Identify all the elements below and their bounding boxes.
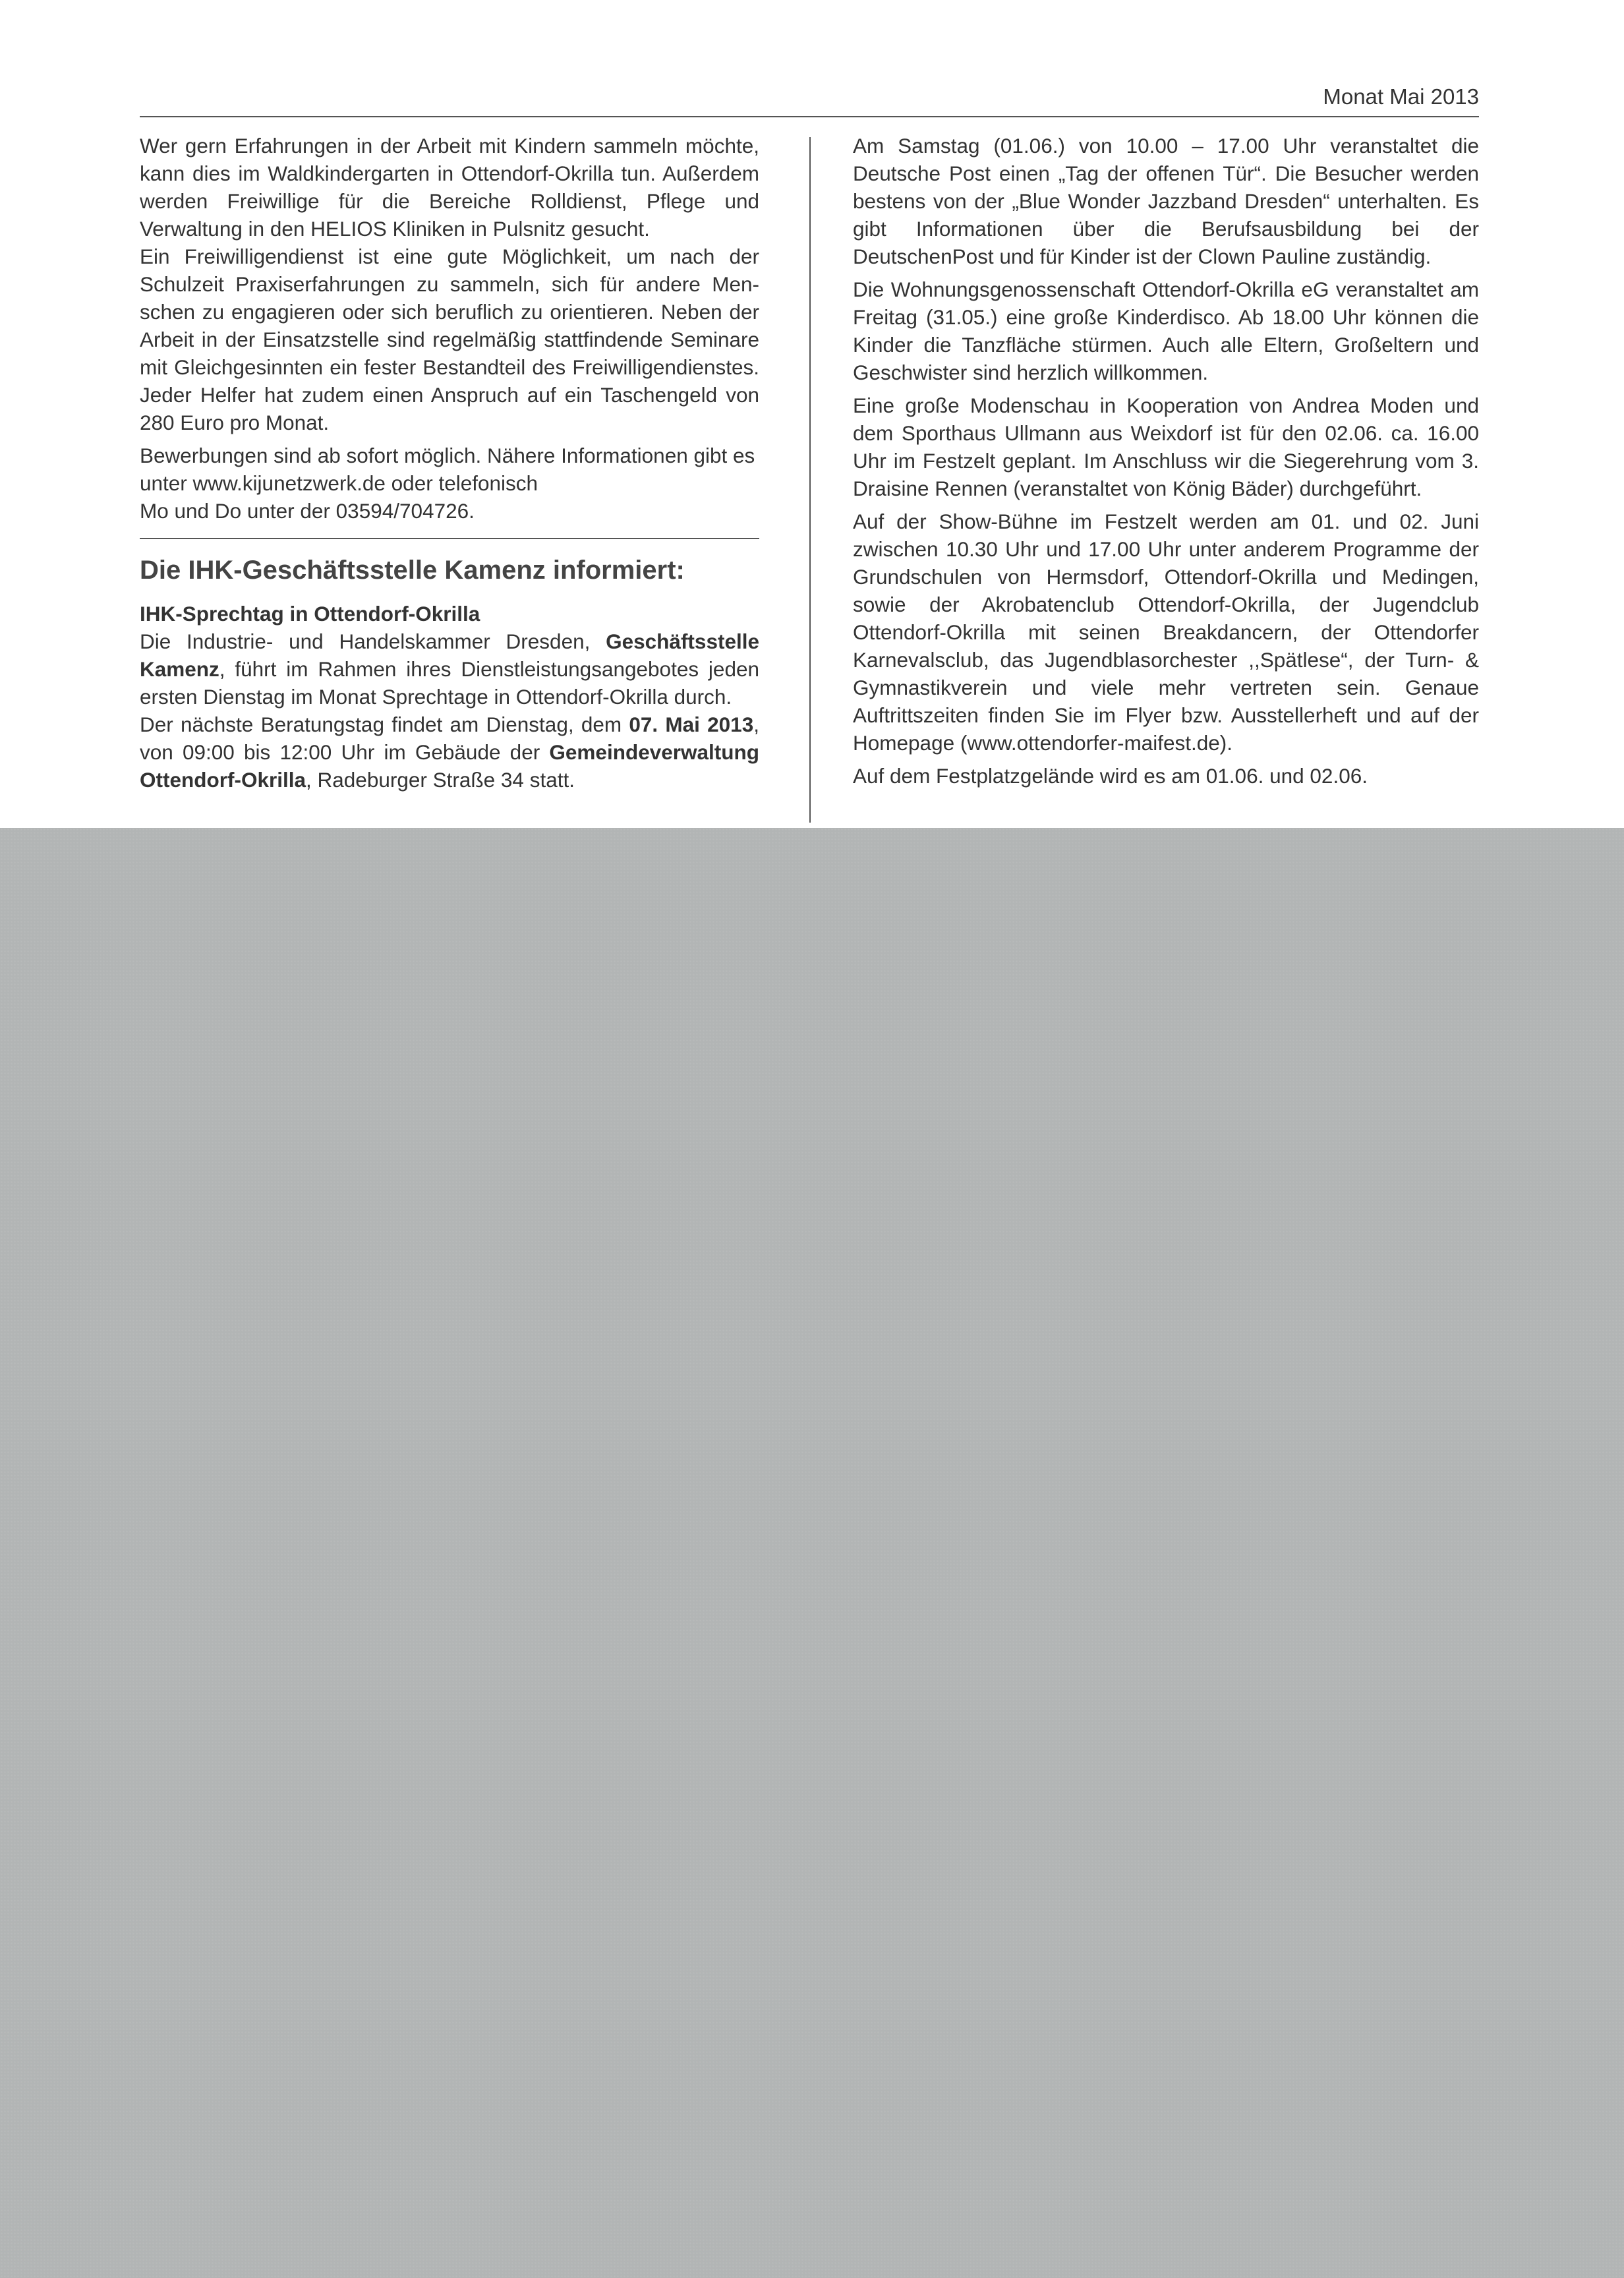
ihk-office-name: Geschäftsstelle Kamenz <box>140 629 759 681</box>
section-rule <box>140 538 759 539</box>
right-column <box>853 132 1479 790</box>
applications-line-1: Bewerbungen sind ab sofort möglich. Nähere Informationen gibt es unter www.kijunetzwerk.de oder telefonisch <box>140 444 755 495</box>
next-date-text-b: , von 09:00 bis 12:00 Uhr im Gebäude der <box>140 713 759 764</box>
ihk-intro-text-a: Die Industrie- und Handelskammer Dresden, <box>140 629 606 653</box>
applications-line-2: Mo und Do unter der 03594/704726. <box>140 499 475 523</box>
paragraph-post-open-day: Am Samstag (01.06.) von 10.00 – 17.00 Uhr veranstaltet die Deutsche Post einen „Tag der offenen Tür“. Die Besucher werden bestens von der „Blue Wonder Jazzband Dresden“ unterhalten. Es gibt Informationen über die Berufsausbildung bei der DeutschenPost und für Kinder ist der Clown Pauline zuständig. <box>853 134 1479 268</box>
header-rule <box>140 116 1479 117</box>
paragraph-volunteer-benefits: Ein Freiwilligendienst ist eine gute Möglichkeit, um nach der Schulzeit Praxiserfahrungen zu sammeln, sich für andere Menschen zu engagieren oder sich beruflich zu orientieren. Neben der Arbeit in der Einsatzstelle sind regelmäßig stattfindende Seminare mit Gleichgesinnten ein fester Bestandteil des Freiwilligendienstes. Jeder Helfer hat zudem einen Anspruch auf ein Taschengeld von 280 Euro pro Monat. <box>140 245 759 434</box>
column-divider <box>809 137 811 823</box>
page-header-month: Monat Mai 2013 <box>1323 84 1479 109</box>
left-column <box>140 132 759 794</box>
paragraph-applications <box>140 442 759 525</box>
paragraph-next-date <box>140 711 759 794</box>
paragraph-festplatz: Auf dem Festplatzgelände wird es am 01.06. und 02.06. <box>853 764 1368 788</box>
paragraph-ihk-intro <box>140 600 759 711</box>
scan-gray-area <box>0 828 1624 2278</box>
section-title-ihk: Die IHK-Geschäftsstelle Kamenz informiert: <box>140 556 685 585</box>
next-date-text-c: , Radeburger Straße 34 statt. <box>306 768 575 792</box>
ihk-intro-text-b: , führt im Rahmen ihres Dienstleistungsangebotes jeden ersten Dienstag im Monat Sprechtage in Ottendorf-Okrilla durch. <box>140 657 759 709</box>
subheading-ihk-sprechtag: IHK-Sprechtag in Ottendorf-Okrilla <box>140 602 480 626</box>
next-date-text-a: Der nächste Beratungstag findet am Dienstag, dem <box>140 713 629 736</box>
paragraph-fashion-show: Eine große Modenschau in Kooperation von Andrea Moden und dem Sporthaus Ullmann aus Weixdorf ist für den 02.06. ca. 16.00 Uhr im Festzelt geplant. Im Anschluss wir die Siegerehrung vom 3. Draisine Rennen (veranstaltet von König Bäder) durchgeführt. <box>853 394 1479 500</box>
next-date-venue: Gemeindeverwaltung Ottendorf-Okrilla <box>140 740 759 792</box>
paragraph-show-stage: Auf der Show-Bühne im Festzelt werden am 01. und 02. Juni zwischen 10.30 Uhr und 17.00 Uhr unter anderem Programme der Grundschulen von Hermsdorf, Ottendorf-Okrilla und Medingen, sowie der Akrobatenclub Ottendorf-Okrilla, der Jugendclub Ottendorf-Okrilla mit seinen Breakdancern, der Ottendorfer Karnevalsclub, das Jugendblasorchester ,,Spätlese“, der Turn- & Gymnastikverein und viele mehr vertreten sein. Genaue Auftrittszeiten finden Sie im Flyer bzw. Ausstellerheft und auf der Homepage (www.ottendorfer-maifest.de). <box>853 510 1479 755</box>
paragraph-volunteer-places: Wer gern Erfahrungen in der Arbeit mit Kindern sammeln möchte, kann dies im Waldkindergarten in Ottendorf-Okrilla tun. Außerdem werden Freiwillige für die Bereiche Rolldienst, Pflege und Verwaltung in den HELIOS Kliniken in Pulsnitz gesucht. <box>140 134 759 241</box>
next-date-value: 07. Mai 2013 <box>629 713 754 736</box>
paragraph-kinderdisco: Die Wohnungsgenossenschaft Ottendorf-Okrilla eG veranstaltet am Freitag (31.05.) eine große Kinderdisco. Ab 18.00 Uhr können die Kinder die Tanzfläche stürmen. Auch alle Eltern, Großeltern und Geschwister sind herzlich willkommen. <box>853 277 1479 384</box>
